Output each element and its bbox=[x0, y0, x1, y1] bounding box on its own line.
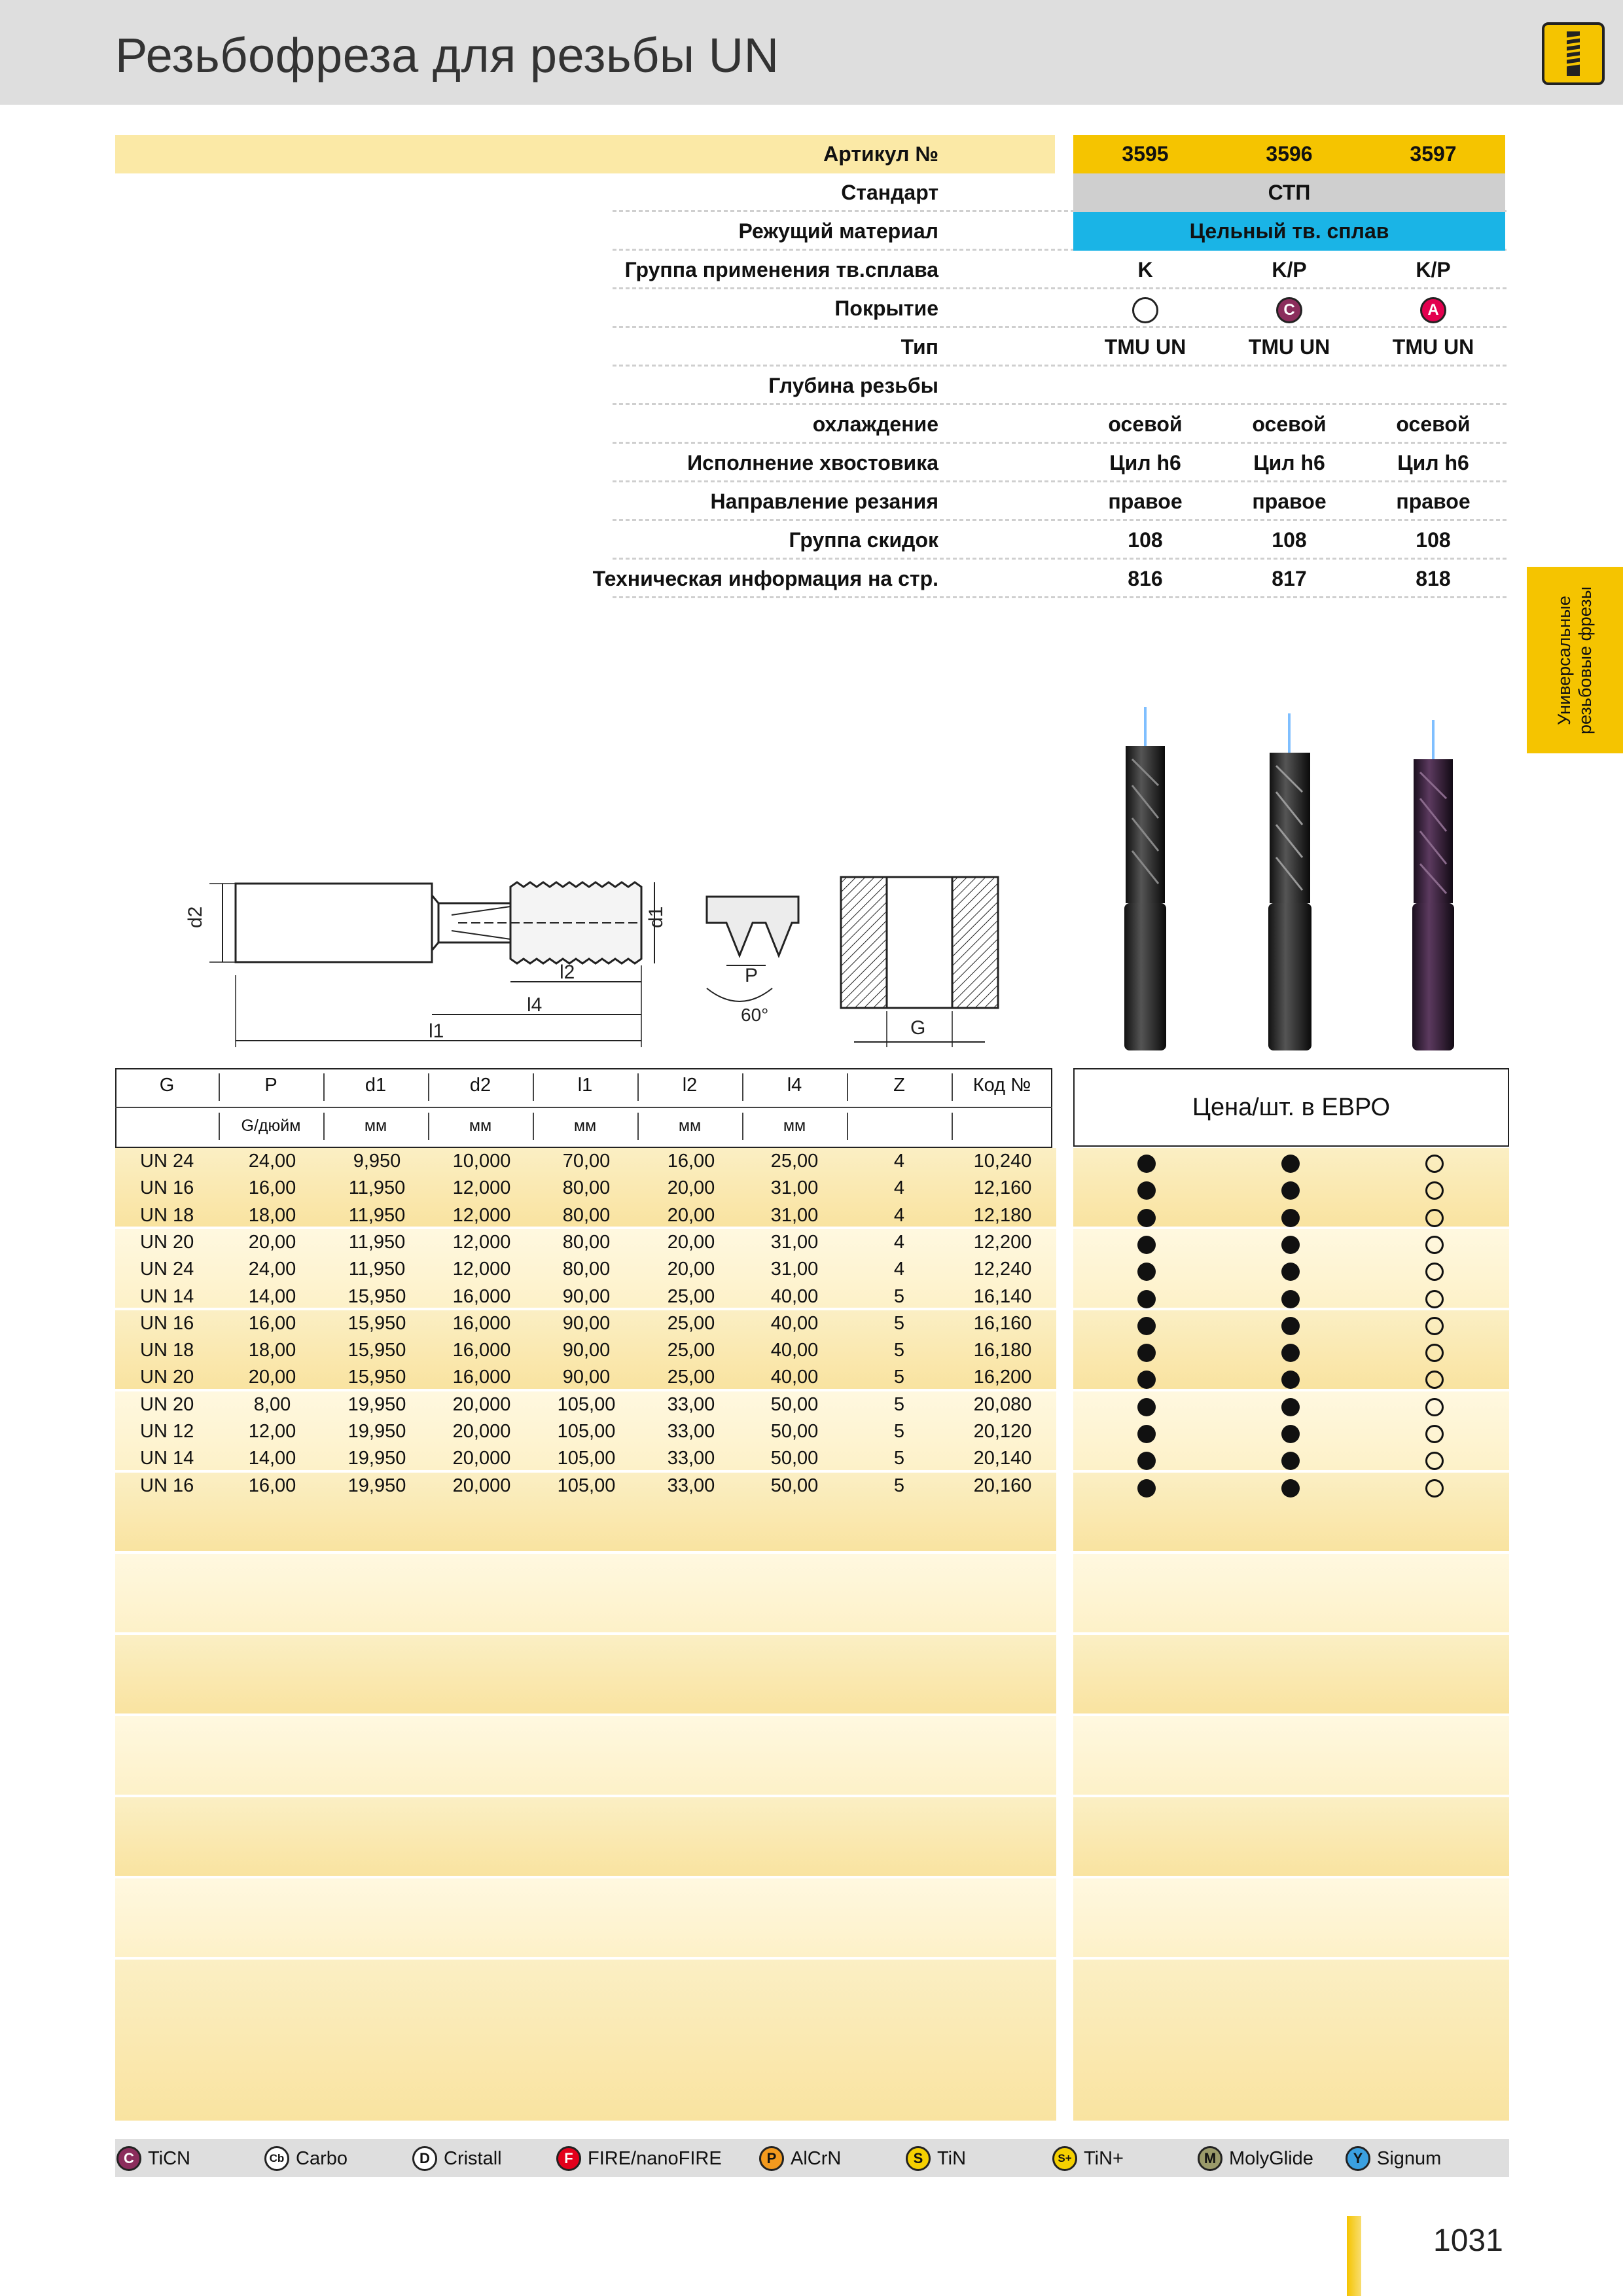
table-cell: UN 16 bbox=[140, 1475, 194, 1496]
spec-label: Группа применения тв.сплава bbox=[624, 258, 938, 281]
legend-label: Carbo bbox=[296, 2148, 348, 2169]
on-request-circle-icon[interactable] bbox=[1425, 1344, 1444, 1362]
column-unit: мм bbox=[573, 1117, 597, 1135]
in-stock-dot-icon[interactable] bbox=[1281, 1479, 1300, 1498]
code-number[interactable]: 12,240 bbox=[973, 1259, 1032, 1280]
table-cell: 20,00 bbox=[667, 1259, 715, 1280]
table-cell: 5 bbox=[893, 1367, 905, 1388]
l2-label: l2 bbox=[560, 961, 575, 983]
spec-label: Режущий материал bbox=[738, 219, 938, 243]
column-unit: мм bbox=[364, 1117, 387, 1135]
in-stock-dot-icon[interactable] bbox=[1137, 1236, 1156, 1254]
coating-ticn-icon: C bbox=[116, 2146, 141, 2171]
table-band bbox=[115, 1554, 1056, 1632]
table-cell: 33,00 bbox=[667, 1475, 715, 1496]
code-number[interactable]: 20,140 bbox=[973, 1448, 1032, 1469]
code-number[interactable]: 20,080 bbox=[973, 1393, 1032, 1415]
article-number[interactable]: 3595 bbox=[1122, 142, 1169, 166]
spec-value: Цил h6 bbox=[1397, 451, 1469, 475]
table-cell: 80,00 bbox=[562, 1204, 611, 1226]
table-band bbox=[115, 1635, 1056, 1713]
table-cell: 20,000 bbox=[452, 1448, 511, 1469]
table-cell: 31,00 bbox=[770, 1177, 819, 1199]
legend-label: TiN+ bbox=[1084, 2148, 1124, 2169]
column-unit: G/дюйм bbox=[241, 1117, 301, 1135]
code-number[interactable]: 10,240 bbox=[973, 1151, 1032, 1172]
in-stock-dot-icon[interactable] bbox=[1281, 1209, 1300, 1227]
table-cell: 40,00 bbox=[770, 1285, 819, 1307]
table-cell: 80,00 bbox=[562, 1231, 611, 1253]
in-stock-dot-icon[interactable] bbox=[1137, 1155, 1156, 1173]
on-request-circle-icon[interactable] bbox=[1425, 1263, 1444, 1281]
table-cell: 12,000 bbox=[452, 1177, 511, 1199]
spec-label: Исполнение хвостовика bbox=[687, 451, 938, 475]
spec-value: TMU UN bbox=[1392, 335, 1474, 359]
in-stock-dot-icon[interactable] bbox=[1137, 1425, 1156, 1443]
table-cell: 11,950 bbox=[348, 1204, 406, 1226]
code-number[interactable]: 16,160 bbox=[973, 1312, 1032, 1334]
page-number: 1031 bbox=[1433, 2223, 1503, 2258]
table-cell: 20,00 bbox=[667, 1177, 715, 1199]
price-band bbox=[1073, 1635, 1509, 1713]
spec-label: Стандарт bbox=[841, 181, 938, 204]
column-header[interactable]: d2 bbox=[469, 1075, 491, 1096]
coating-signum-icon: Y bbox=[1346, 2146, 1370, 2171]
table-cell: 33,00 bbox=[667, 1421, 715, 1442]
on-request-circle-icon[interactable] bbox=[1425, 1236, 1444, 1254]
spec-label: Направление резания bbox=[710, 490, 938, 513]
table-cell: 15,950 bbox=[348, 1340, 406, 1361]
thread-mill-logo-icon bbox=[1542, 22, 1605, 85]
spec-value: 108 bbox=[1272, 528, 1307, 552]
header-separator bbox=[428, 1073, 429, 1101]
table-cell: 4 bbox=[893, 1177, 905, 1199]
table-cell: 19,950 bbox=[348, 1421, 406, 1442]
table-cell: 105,00 bbox=[557, 1448, 616, 1469]
table-cell: 20,00 bbox=[248, 1367, 296, 1388]
on-request-circle-icon[interactable] bbox=[1425, 1479, 1444, 1498]
spec-label: Тип bbox=[901, 335, 938, 359]
spec-row bbox=[115, 367, 1509, 405]
spec-value: осевой bbox=[1396, 412, 1471, 436]
table-cell: 24,00 bbox=[248, 1259, 296, 1280]
table-cell: 25,00 bbox=[667, 1312, 715, 1334]
coating-molyglide-icon: M bbox=[1198, 2146, 1222, 2171]
header-separator bbox=[742, 1113, 743, 1140]
table-cell: 18,00 bbox=[248, 1204, 296, 1226]
spec-value: осевой bbox=[1252, 412, 1327, 436]
column-header[interactable]: l4 bbox=[787, 1075, 802, 1096]
product-images bbox=[1106, 707, 1472, 1054]
table-cell: 10,000 bbox=[452, 1151, 511, 1172]
table-cell: 16,00 bbox=[667, 1151, 715, 1172]
table-cell: 31,00 bbox=[770, 1259, 819, 1280]
legend-label: FIRE/nanoFIRE bbox=[588, 2148, 722, 2169]
column-header[interactable]: G bbox=[159, 1075, 175, 1096]
column-header[interactable]: Код № bbox=[972, 1075, 1031, 1096]
table-cell: 18,00 bbox=[248, 1340, 296, 1361]
coating-alcrn-icon: P bbox=[759, 2146, 784, 2171]
spec-label: Техническая информация на стр. bbox=[592, 567, 938, 590]
spec-value: 108 bbox=[1416, 528, 1451, 552]
table-cell: 90,00 bbox=[562, 1367, 611, 1388]
g-label: G bbox=[910, 1017, 926, 1039]
page-bar bbox=[1347, 2216, 1361, 2296]
section-side-tab-label bbox=[1554, 586, 1596, 734]
header-separator bbox=[637, 1113, 639, 1140]
table-cell: 14,00 bbox=[248, 1448, 296, 1469]
table-cell: 90,00 bbox=[562, 1312, 611, 1334]
in-stock-dot-icon[interactable] bbox=[1281, 1263, 1300, 1281]
spec-row bbox=[115, 444, 1509, 482]
coating-tin--icon: S+ bbox=[1052, 2146, 1077, 2171]
header-separator bbox=[323, 1073, 325, 1101]
table-cell: 11,950 bbox=[348, 1259, 406, 1280]
code-number[interactable]: 12,180 bbox=[973, 1204, 1032, 1226]
shank-outline bbox=[236, 884, 432, 962]
on-request-circle-icon[interactable] bbox=[1425, 1425, 1444, 1443]
table-cell: UN 12 bbox=[140, 1421, 194, 1442]
table-cell: 4 bbox=[893, 1151, 905, 1172]
in-stock-dot-icon[interactable] bbox=[1137, 1317, 1156, 1335]
header-divider bbox=[115, 1107, 1052, 1108]
in-stock-dot-icon[interactable] bbox=[1137, 1398, 1156, 1416]
spec-label: Группа скидок bbox=[789, 528, 938, 552]
table-cell: 19,950 bbox=[348, 1393, 406, 1415]
column-unit: мм bbox=[783, 1117, 806, 1135]
table-cell: 70,00 bbox=[562, 1151, 611, 1172]
table-cell: 19,950 bbox=[348, 1448, 406, 1469]
table-cell: 20,00 bbox=[667, 1231, 715, 1253]
legend-label: TiN bbox=[937, 2148, 967, 2169]
spec-value: правое bbox=[1396, 490, 1471, 513]
tool-image-3596 bbox=[1268, 713, 1311, 1050]
price-band bbox=[1073, 1554, 1509, 1632]
table-cell: UN 24 bbox=[140, 1259, 194, 1280]
in-stock-dot-icon[interactable] bbox=[1281, 1398, 1300, 1416]
table-cell: 25,00 bbox=[667, 1340, 715, 1361]
in-stock-dot-icon[interactable] bbox=[1137, 1344, 1156, 1362]
spec-value: TMU UN bbox=[1104, 335, 1186, 359]
article-number[interactable]: 3597 bbox=[1410, 142, 1457, 166]
legend-label: Signum bbox=[1377, 2148, 1442, 2169]
table-cell: 80,00 bbox=[562, 1259, 611, 1280]
tool-image-3597 bbox=[1412, 720, 1454, 1050]
spec-row bbox=[115, 405, 1509, 444]
table-cell: 50,00 bbox=[770, 1475, 819, 1496]
table-cell: 5 bbox=[893, 1421, 905, 1442]
price-band bbox=[1073, 1797, 1509, 1876]
on-request-circle-icon[interactable] bbox=[1425, 1290, 1444, 1308]
table-cell: 15,950 bbox=[348, 1285, 406, 1307]
table-cell: 40,00 bbox=[770, 1367, 819, 1388]
header-separator bbox=[952, 1073, 953, 1101]
spec-row bbox=[115, 251, 1509, 289]
column-header[interactable]: P bbox=[264, 1075, 277, 1096]
on-request-circle-icon[interactable] bbox=[1425, 1155, 1444, 1173]
header-separator bbox=[533, 1073, 534, 1101]
price-band bbox=[1073, 1960, 1509, 2121]
coating-cristall-icon: D bbox=[412, 2146, 437, 2171]
price-band bbox=[1073, 1716, 1509, 1795]
code-number[interactable]: 16,180 bbox=[973, 1340, 1032, 1361]
spec-value: 816 bbox=[1128, 567, 1163, 590]
legend-label: AlCrN bbox=[791, 2148, 842, 2169]
table-cell: 20,00 bbox=[248, 1231, 296, 1253]
header-separator bbox=[428, 1113, 429, 1140]
table-cell: 11,950 bbox=[348, 1231, 406, 1253]
on-request-circle-icon[interactable] bbox=[1425, 1317, 1444, 1335]
table-cell: 50,00 bbox=[770, 1421, 819, 1442]
table-cell: UN 16 bbox=[140, 1312, 194, 1334]
table-cell: 80,00 bbox=[562, 1177, 611, 1199]
column-unit: мм bbox=[678, 1117, 702, 1135]
table-cell: 12,000 bbox=[452, 1204, 511, 1226]
table-cell: 15,950 bbox=[348, 1367, 406, 1388]
table-cell: 105,00 bbox=[557, 1393, 616, 1415]
spec-row bbox=[115, 482, 1509, 521]
header-separator bbox=[533, 1113, 534, 1140]
table-cell: 19,950 bbox=[348, 1475, 406, 1496]
header-separator bbox=[847, 1113, 848, 1140]
table-cell: 4 bbox=[893, 1231, 905, 1253]
table-cell: 5 bbox=[893, 1393, 905, 1415]
table-cell: 11,950 bbox=[348, 1177, 406, 1199]
on-request-circle-icon[interactable] bbox=[1425, 1209, 1444, 1227]
table-band bbox=[115, 1716, 1056, 1795]
table-cell: 33,00 bbox=[667, 1393, 715, 1415]
column-header[interactable]: Z bbox=[893, 1075, 905, 1096]
header-separator bbox=[637, 1073, 639, 1101]
table-cell: UN 20 bbox=[140, 1367, 194, 1388]
spec-value: 108 bbox=[1128, 528, 1163, 552]
code-number[interactable]: 20,120 bbox=[973, 1421, 1032, 1442]
spec-row bbox=[115, 289, 1509, 328]
coating-none-icon bbox=[1132, 297, 1158, 323]
spec-label: Глубина резьбы bbox=[768, 374, 938, 397]
page-title: Резьбофреза для резьбы UN bbox=[115, 28, 779, 82]
table-cell: 16,000 bbox=[452, 1312, 511, 1334]
d1-label: d1 bbox=[645, 906, 667, 928]
header-separator bbox=[847, 1073, 848, 1101]
table-cell: 16,000 bbox=[452, 1340, 511, 1361]
side-tab-line-2: резьбовые фрезы bbox=[1575, 586, 1596, 734]
table-cell: 12,000 bbox=[452, 1231, 511, 1253]
in-stock-dot-icon[interactable] bbox=[1281, 1344, 1300, 1362]
code-number[interactable]: 16,200 bbox=[973, 1367, 1032, 1388]
code-number[interactable]: 12,200 bbox=[973, 1231, 1032, 1253]
spec-value: Цил h6 bbox=[1253, 451, 1325, 475]
column-header[interactable]: d1 bbox=[365, 1075, 387, 1096]
in-stock-dot-icon[interactable] bbox=[1137, 1263, 1156, 1281]
spec-value: 817 bbox=[1272, 567, 1307, 590]
table-cell: 5 bbox=[893, 1475, 905, 1496]
spec-value: правое bbox=[1252, 490, 1327, 513]
table-band bbox=[115, 1797, 1056, 1876]
tool-image-3595 bbox=[1124, 707, 1166, 1050]
spec-value: правое bbox=[1108, 490, 1183, 513]
spec-value: 818 bbox=[1416, 567, 1451, 590]
column-header[interactable]: l1 bbox=[577, 1075, 593, 1096]
header-separator bbox=[219, 1073, 220, 1101]
threaded-hole-drawing bbox=[834, 870, 1005, 1054]
table-cell: 105,00 bbox=[557, 1475, 616, 1496]
d2-label: d2 bbox=[185, 906, 206, 928]
table-cell: 40,00 bbox=[770, 1312, 819, 1334]
table-cell: UN 16 bbox=[140, 1177, 194, 1199]
table-cell: 31,00 bbox=[770, 1204, 819, 1226]
legend-label: TiCN bbox=[148, 2148, 190, 2169]
on-request-circle-icon[interactable] bbox=[1425, 1398, 1444, 1416]
table-cell: UN 14 bbox=[140, 1448, 194, 1469]
coating-cell bbox=[1217, 289, 1361, 328]
spec-row bbox=[115, 521, 1509, 560]
spec-span-value: СТП bbox=[1268, 181, 1311, 204]
table-cell: UN 24 bbox=[140, 1151, 194, 1172]
table-cell: 25,00 bbox=[667, 1285, 715, 1307]
spec-row bbox=[115, 560, 1509, 598]
table-cell: UN 20 bbox=[140, 1393, 194, 1415]
table-band bbox=[115, 1960, 1056, 2121]
header-separator bbox=[742, 1073, 743, 1101]
spec-row bbox=[115, 212, 1509, 251]
spec-label: Покрытие bbox=[834, 296, 938, 320]
table-cell: 20,00 bbox=[667, 1204, 715, 1226]
table-cell: 16,000 bbox=[452, 1285, 511, 1307]
in-stock-dot-icon[interactable] bbox=[1137, 1290, 1156, 1308]
table-cell: 5 bbox=[893, 1448, 905, 1469]
code-number[interactable]: 16,140 bbox=[973, 1285, 1032, 1307]
spec-label: Артикул № bbox=[823, 142, 938, 166]
column-unit: мм bbox=[469, 1117, 492, 1135]
price-band bbox=[1073, 1878, 1509, 1957]
table-cell: UN 18 bbox=[140, 1204, 194, 1226]
table-cell: 20,000 bbox=[452, 1475, 511, 1496]
table-cell: 24,00 bbox=[248, 1151, 296, 1172]
column-header[interactable]: l2 bbox=[682, 1075, 698, 1096]
table-cell: 5 bbox=[893, 1340, 905, 1361]
table-cell: 12,000 bbox=[452, 1259, 511, 1280]
table-cell: 8,00 bbox=[253, 1393, 291, 1415]
spec-value: K bbox=[1137, 258, 1153, 281]
spec-row bbox=[115, 135, 1509, 173]
table-cell: 25,00 bbox=[667, 1367, 715, 1388]
table-cell: 4 bbox=[893, 1204, 905, 1226]
table-cell: 20,000 bbox=[452, 1421, 511, 1442]
code-number[interactable]: 12,160 bbox=[973, 1177, 1032, 1199]
in-stock-dot-icon[interactable] bbox=[1281, 1317, 1300, 1335]
in-stock-dot-icon[interactable] bbox=[1137, 1209, 1156, 1227]
l1-label: l1 bbox=[429, 1020, 444, 1042]
table-cell: 105,00 bbox=[557, 1421, 616, 1442]
in-stock-dot-icon[interactable] bbox=[1281, 1155, 1300, 1173]
table-cell: 40,00 bbox=[770, 1340, 819, 1361]
code-number[interactable]: 20,160 bbox=[973, 1475, 1032, 1496]
table-cell: 31,00 bbox=[770, 1231, 819, 1253]
spec-value: TMU UN bbox=[1248, 335, 1330, 359]
table-cell: 5 bbox=[893, 1312, 905, 1334]
coating-cell bbox=[1073, 289, 1217, 328]
table-cell: 5 bbox=[893, 1285, 905, 1307]
thread-profile-drawing bbox=[694, 884, 812, 1028]
in-stock-dot-icon[interactable] bbox=[1281, 1425, 1300, 1443]
spec-label: охлаждение bbox=[812, 412, 938, 436]
table-cell: 33,00 bbox=[667, 1448, 715, 1469]
spec-row bbox=[115, 328, 1509, 367]
table-cell: UN 14 bbox=[140, 1285, 194, 1307]
table-cell: 50,00 bbox=[770, 1448, 819, 1469]
price-header-label: Цена/шт. в ЕВРО bbox=[1192, 1094, 1391, 1121]
spec-row bbox=[115, 173, 1509, 212]
l4-label: l4 bbox=[527, 994, 543, 1016]
header-separator bbox=[952, 1113, 953, 1140]
table-cell: 16,00 bbox=[248, 1475, 296, 1496]
coating-fire-nanofire-icon: F bbox=[556, 2146, 581, 2171]
table-cell: 20,000 bbox=[452, 1393, 511, 1415]
spec-span-value: Цельный тв. сплав bbox=[1189, 219, 1389, 243]
table-cell: 90,00 bbox=[562, 1285, 611, 1307]
table-cell: 16,00 bbox=[248, 1312, 296, 1334]
table-cell: 12,00 bbox=[248, 1421, 296, 1442]
table-cell: 16,000 bbox=[452, 1367, 511, 1388]
table-cell: UN 20 bbox=[140, 1231, 194, 1253]
in-stock-dot-icon[interactable] bbox=[1281, 1290, 1300, 1308]
table-cell: 16,00 bbox=[248, 1177, 296, 1199]
table-cell: 9,950 bbox=[353, 1151, 401, 1172]
article-number[interactable]: 3596 bbox=[1266, 142, 1313, 166]
spec-value: осевой bbox=[1108, 412, 1183, 436]
coating-cell bbox=[1361, 289, 1505, 328]
coating-carbo-icon: Cb bbox=[264, 2146, 289, 2171]
table-band bbox=[115, 1878, 1056, 1957]
table-cell: 50,00 bbox=[770, 1393, 819, 1415]
in-stock-dot-icon[interactable] bbox=[1281, 1236, 1300, 1254]
header-separator bbox=[323, 1113, 325, 1140]
spec-value: K/P bbox=[1416, 258, 1451, 281]
header-separator bbox=[219, 1113, 220, 1140]
table-cell: 4 bbox=[893, 1259, 905, 1280]
legend-label: MolyGlide bbox=[1229, 2148, 1313, 2169]
in-stock-dot-icon[interactable] bbox=[1137, 1479, 1156, 1498]
table-cell: 25,00 bbox=[770, 1151, 819, 1172]
angle-label: 60° bbox=[741, 1005, 769, 1025]
table-cell: 90,00 bbox=[562, 1340, 611, 1361]
spec-value: K/P bbox=[1272, 258, 1307, 281]
coating-c-icon: C bbox=[1276, 297, 1302, 323]
spec-value: Цил h6 bbox=[1109, 451, 1181, 475]
coating-tin-icon: S bbox=[906, 2146, 931, 2171]
coating-a-icon: A bbox=[1420, 297, 1446, 323]
legend-label: Cristall bbox=[444, 2148, 502, 2169]
table-cell: UN 18 bbox=[140, 1340, 194, 1361]
table-cell: 14,00 bbox=[248, 1285, 296, 1307]
table-cell: 15,950 bbox=[348, 1312, 406, 1334]
pitch-label: P bbox=[745, 965, 758, 986]
side-tab-line-1: Универсальные bbox=[1554, 595, 1575, 725]
